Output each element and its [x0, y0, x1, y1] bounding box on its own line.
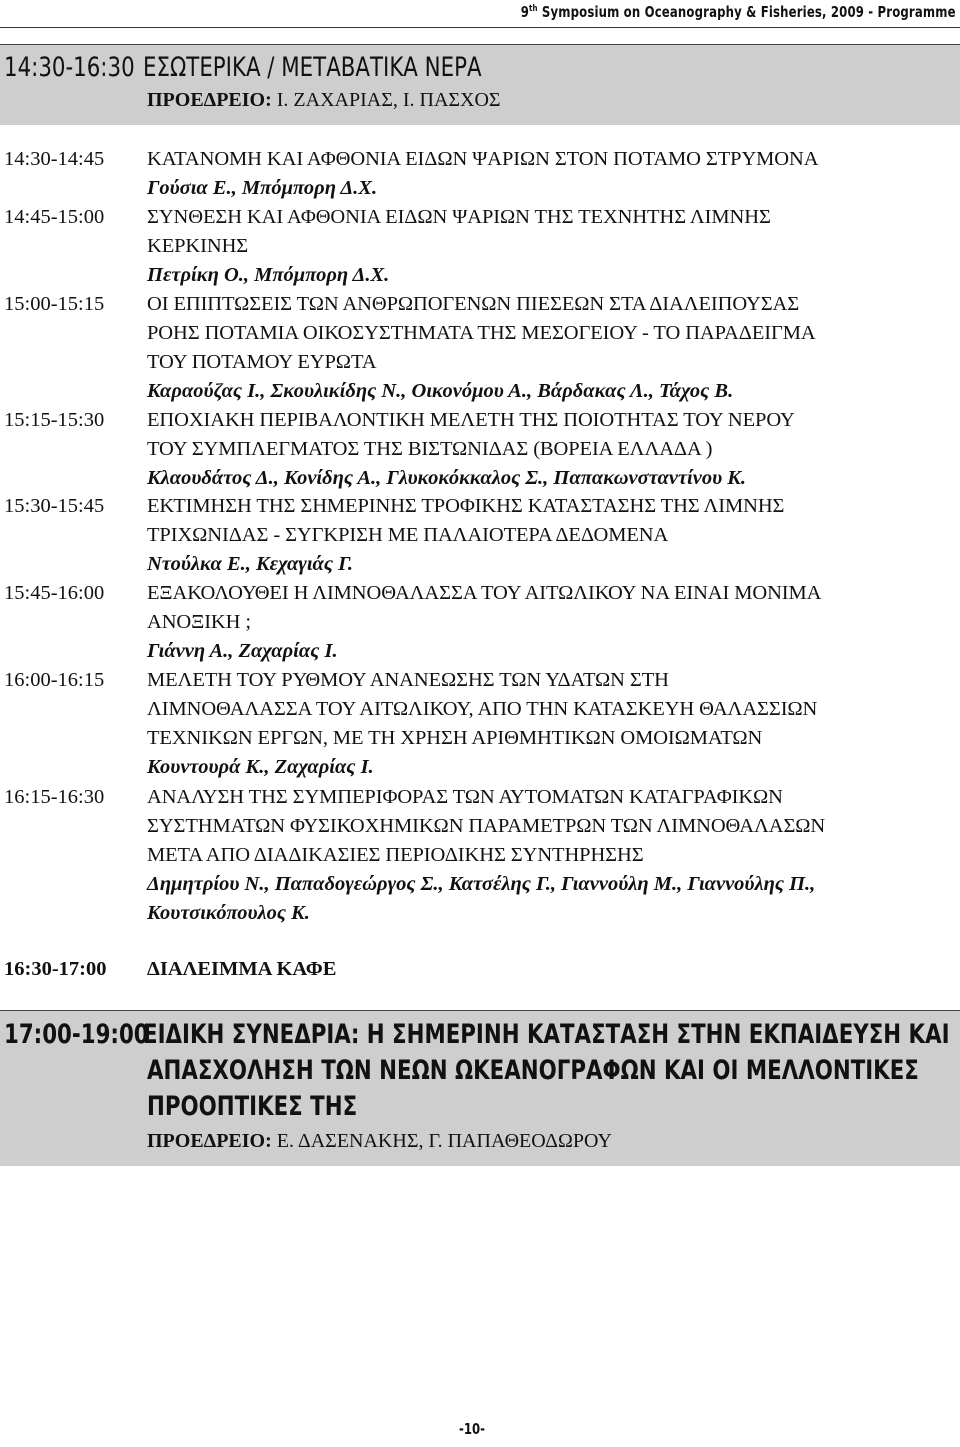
talk-body [147, 783, 955, 928]
coffee-break-label: ΔΙΑΛΕΙΜΜΑ ΚΑΦΕ [147, 958, 337, 980]
ordinal-suffix: th [529, 4, 538, 14]
session-2-title-line-3: ΠΡΟΟΠΤΙΚΕΣ ΤΗΣ [146, 1091, 358, 1122]
session-2-time: 17:00-19:00 [4, 1019, 149, 1050]
talk-body [147, 406, 955, 493]
session-1-title: ΕΣΩΤΕΡΙΚΑ / ΜΕΤΑΒΑΤΙΚΑ ΝΕΡΑ [143, 52, 482, 83]
talk-title-line: ΑΝΟΞΙΚΗ ; [147, 611, 251, 633]
talk-body [147, 492, 955, 579]
talk-title-line: ΣΥΣΤΗΜΑΤΩΝ ΦΥΣΙΚΟΧΗΜΙΚΩΝ ΠΑΡΑΜΕΤΡΩΝ ΤΩΝ ΛΙΜΝΟΘΑΛΑΣΩΝ [147, 815, 826, 837]
talk-title-line: ΜΕΤΑ ΑΠΟ ΔΙΑΔΙΚΑΣΙΕΣ ΠΕΡΙΟΔΙΚΗΣ ΣΥΝΤΗΡΗΣΗΣ [147, 844, 644, 866]
coffee-break-time: 16:30-17:00 [4, 958, 107, 980]
talk-authors: Κλαουδάτος Δ., Κονίδης Α., Γλυκοκόκκαλος Σ., Παπακωνσταντίνου Κ. [147, 467, 747, 489]
talk-title-line: ΕΠΟΧΙΑΚΗ ΠΕΡΙΒΑΛΟΝΤΙΚΗ ΜΕΛΕΤΗ ΤΗΣ ΠΟΙΟΤΗΤΑΣ ΤΟΥ ΝΕΡΟΥ [147, 409, 795, 431]
talk-body [147, 579, 955, 666]
talk-body [147, 666, 955, 782]
talk-time: 14:45-15:00 [4, 206, 105, 228]
header-rule [0, 27, 960, 28]
talk-authors: Κουντουρά Κ., Ζαχαρίας Ι. [147, 756, 374, 778]
talk-time: 16:15-16:30 [4, 786, 105, 808]
session-2-heading [4, 1017, 950, 1125]
chair-label: ΠΡΟΕΔΡΕΙΟ: [147, 89, 272, 111]
talk-body [147, 203, 955, 290]
talk-title-line: ΑΝΑΛΥΣΗ ΤΗΣ ΣΥΜΠΕΡΙΦΟΡΑΣ ΤΩΝ ΑΥΤΟΜΑΤΩΝ ΚΑΤΑΓΡΑΦΙΚΩΝ [147, 786, 783, 808]
talk-time: 15:15-15:30 [4, 409, 105, 431]
talk-body [147, 145, 955, 203]
talk-body [147, 290, 955, 406]
talk-title-line: ΣΥΝΘΕΣΗ ΚΑΙ ΑΦΘΟΝΙΑ ΕΙΔΩΝ ΨΑΡΙΩΝ ΤΗΣ ΤΕΧΝΗΤΗΣ ΛΙΜΝΗΣ [147, 206, 771, 228]
session-1-time: 14:30-16:30 [4, 52, 135, 83]
talk-time: 14:30-14:45 [4, 148, 105, 170]
page-number: -10- [459, 1420, 485, 1438]
chair-names: Ι. ΖΑΧΑΡΙΑΣ, Ι. ΠΑΣΧΟΣ [271, 89, 501, 111]
session-2-title-line-2: ΑΠΑΣΧΟΛΗΣΗ ΤΩΝ ΝΕΩΝ ΩΚΕΑΝΟΓΡΑΦΩΝ ΚΑΙ ΟΙ ΜΕΛΛΟΝΤΙΚΕΣ [146, 1055, 919, 1086]
chair-label: ΠΡΟΕΔΡΕΙΟ: [147, 1130, 272, 1152]
talk-title-line: ΚΑΤΑΝΟΜΗ ΚΑΙ ΑΦΘΟΝΙΑ ΕΙΔΩΝ ΨΑΡΙΩΝ ΣΤΟΝ ΠΟΤΑΜΟ ΣΤΡΥΜΟΝΑ [147, 148, 819, 170]
talk-time: 16:00-16:15 [4, 669, 105, 691]
talk-title-line: ΤΟΥ ΣΥΜΠΛΕΓΜΑΤΟΣ ΤΗΣ ΒΙΣΤΩΝΙΔΑΣ (ΒΟΡΕΙΑ ΕΛΛΑΔΑ ) [147, 438, 713, 460]
session-2-chairs [147, 1130, 612, 1153]
talk-authors: Γούσια Ε., Μπόμπορη Δ.Χ. [147, 177, 378, 199]
running-header [521, 3, 956, 21]
chair-names: Ε. ΔΑΣΕΝΑΚΗΣ, Γ. ΠΑΠΑΘΕΟΔΩΡΟΥ [271, 1130, 612, 1152]
talk-authors: Ντούλκα Ε., Κεχαγιάς Γ. [147, 553, 354, 575]
talk-title-line: ΤΕΧΝΙΚΩΝ ΕΡΓΩΝ, ΜΕ ΤΗ ΧΡΗΣΗ ΑΡΙΘΜΗΤΙΚΩΝ ΟΜΟΙΩΜΑΤΩΝ [147, 727, 763, 749]
talk-time: 15:45-16:00 [4, 582, 105, 604]
header-text: Symposium on Oceanography & Fisheries, 2009 - Programme [537, 3, 956, 21]
talk-title-line: ΕΚΤΙΜΗΣΗ ΤΗΣ ΣΗΜΕΡΙΝΗΣ ΤΡΟΦΙΚΗΣ ΚΑΤΑΣΤΑΣΗΣ ΤΗΣ ΛΙΜΝΗΣ [147, 495, 785, 517]
talk-authors: Πετρίκη Ο., Μπόμπορη Δ.Χ. [147, 264, 390, 286]
talk-title-line: ΜΕΛΕΤΗ ΤΟΥ ΡΥΘΜΟΥ ΑΝΑΝΕΩΣΗΣ ΤΩΝ ΥΔΑΤΩΝ ΣΤΗ [147, 669, 669, 691]
talk-title-line: ΛΙΜΝΟΘΑΛΑΣΣΑ ΤΟΥ ΑΙΤΩΛΙΚΟΥ, ΑΠΟ ΤΗΝ ΚΑΤΑΣΚΕΥΗ ΘΑΛΑΣΣΙΩΝ [147, 698, 818, 720]
talk-title-line: ΚΕΡΚΙΝΗΣ [147, 235, 249, 257]
talk-title-line: ΟΙ ΕΠΙΠΤΩΣΕΙΣ ΤΩΝ ΑΝΘΡΩΠΟΓΕΝΩΝ ΠΙΕΣΕΩΝ ΣΤΑ ΔΙΑΛΕΙΠΟΥΣΑΣ [147, 293, 800, 315]
talk-authors: Γιάννη Α., Ζαχαρίας Ι. [147, 640, 338, 662]
session-2-title-line-1: ΕΙΔΙΚΗ ΣΥΝΕΔΡΙΑ: Η ΣΗΜΕΡΙΝΗ ΚΑΤΑΣΤΑΣΗ ΣΤΗΝ ΕΚΠΑΙΔΕΥΣΗ ΚΑΙ [143, 1019, 950, 1050]
talk-time: 15:00-15:15 [4, 293, 105, 315]
talk-title-line: ΤΟΥ ΠΟΤΑΜΟΥ ΕΥΡΩΤΑ [147, 351, 377, 373]
talk-title-line: ΤΡΙΧΩΝΙΔΑΣ - ΣΥΓΚΡΙΣΗ ΜΕ ΠΑΛΑΙΟΤΕΡΑ ΔΕΔΟΜΕΝΑ [147, 524, 669, 546]
symposium-ordinal-number: 9 [521, 3, 530, 21]
talk-authors: Καραούζας Ι., Σκουλικίδης Ν., Οικονόμου Α., Βάρδακας Λ., Τάχος Β. [147, 380, 734, 402]
talk-title-line: ΡΟΗΣ ΠΟΤΑΜΙΑ ΟΙΚΟΣΥΣΤΗΜΑΤΑ ΤΗΣ ΜΕΣΟΓΕΙΟΥ - ΤΟ ΠΑΡΑΔΕΙΓΜΑ [147, 322, 816, 344]
session-1-chairs [147, 89, 501, 112]
session-1-heading [4, 50, 482, 86]
talk-authors: Δημητρίου Ν., Παπαδογεώργος Σ., Κατσέλης Γ., Γιαννούλη Μ., Γιαννούλης Π., Κουτσικόπουλος Κ. [147, 873, 816, 924]
talk-time: 15:30-15:45 [4, 495, 105, 517]
talk-title-line: ΕΞΑΚΟΛΟΥΘΕΙ Η ΛΙΜΝΟΘΑΛΑΣΣΑ ΤΟΥ ΑΙΤΩΛΙΚΟΥ ΝΑ ΕΙΝΑΙ ΜΟΝΙΜΑ [147, 582, 822, 604]
